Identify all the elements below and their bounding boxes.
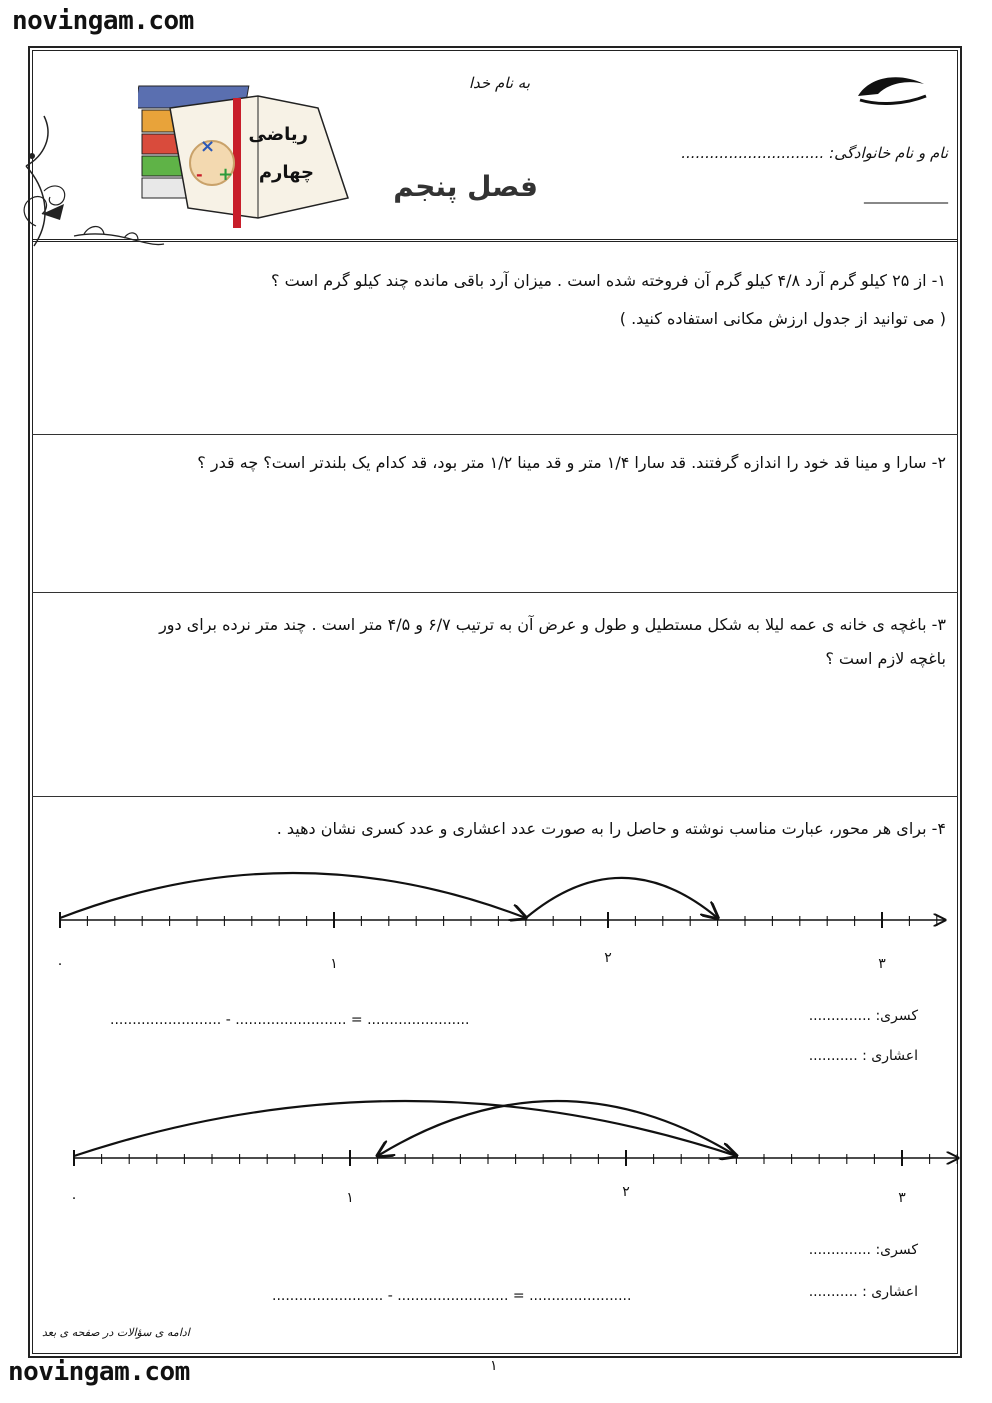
question-3 xyxy=(50,608,946,676)
question-4 xyxy=(50,812,946,846)
tick-label: ۰ xyxy=(70,1190,78,1206)
tick-label: ۲ xyxy=(622,1184,630,1200)
question-1-line-1: ۱- از ۲۵ کیلو گرم آرد ۴/۸ کیلو گرم آن فروخته شده است . میزان آرد باقی مانده چند کیلو گرم است ؟ xyxy=(271,271,946,290)
number-line-2-fraction-label: کسری: .............. xyxy=(808,1242,918,1258)
tick-label: ۳ xyxy=(898,1190,906,1206)
tick-label: ۰ xyxy=(56,956,64,972)
divider-1 xyxy=(32,434,958,435)
question-1 xyxy=(50,264,946,336)
question-2-line-1: ۲- سارا و مینا قد خود را اندازه گرفتند. قد سارا ۱/۴ متر و قد مینا ۱/۲ متر بود، قد کدام یک بلندتر است؟ چه قدر ؟ xyxy=(197,453,946,472)
question-1-line-2: ( می توانید از جدول ارزش مکانی استفاده کنید. ) xyxy=(619,309,946,328)
chapter-title: فصل پنجم xyxy=(393,170,538,203)
jump-arrow xyxy=(378,1101,737,1156)
svg-text:-: - xyxy=(196,165,203,184)
question-3-line-2: باغچه لازم است ؟ xyxy=(825,649,946,668)
question-4-line-1: ۴- برای هر محور، عبارت مناسب نوشته و حاصل را به صورت عدد اعشاری و عدد کسری نشان دهید . xyxy=(276,819,946,838)
divider-2 xyxy=(32,592,958,593)
tick-label: ۱ xyxy=(330,956,338,972)
jump-arrow xyxy=(526,878,718,918)
math-book-illustration-icon xyxy=(138,68,358,228)
divider-3 xyxy=(32,796,958,797)
watermark-top: novingam.com xyxy=(12,6,194,36)
book-title-line1: ریاضی xyxy=(248,124,308,145)
number-line-1-fraction-label: کسری: .............. xyxy=(808,1008,918,1024)
svg-text:×: × xyxy=(200,136,216,157)
question-2 xyxy=(50,446,946,480)
name-field-line: ____________ xyxy=(864,188,948,204)
tick-label: ۱ xyxy=(346,1190,354,1206)
tick-label: ۳ xyxy=(878,956,886,972)
number-line-2-decimal-label: اعشاری : ........... xyxy=(808,1284,918,1300)
number-line-2-expression: ......................... - ......................... = ....................... xyxy=(272,1288,632,1304)
jump-arrow xyxy=(60,873,526,918)
watermark-bottom: novingam.com xyxy=(8,1357,190,1387)
jump-arrow xyxy=(74,1101,736,1156)
book-title-line2: چهارم xyxy=(258,162,314,183)
tick-label: ۲ xyxy=(604,950,612,966)
question-3-line-1: ۳- باغچه ی خانه ی عمه لیلا به شکل مستطیل و طول و عرض آن به ترتیب ۶/۷ و ۴/۵ متر است . چند متر نرده برای دور xyxy=(159,615,946,634)
number-line-1-expression: ......................... - ......................... = ....................... xyxy=(110,1012,470,1028)
svg-text:+: + xyxy=(218,164,234,185)
name-field-label: نام و نام خانوادگی: .............................. xyxy=(681,144,948,162)
page-number: ۱ xyxy=(490,1358,498,1374)
school-logo xyxy=(850,66,930,114)
bismillah: به نام خدا xyxy=(468,74,530,92)
continued-note: ادامه ی سؤالات در صفحه ی بعد xyxy=(42,1326,190,1339)
number-line-2 xyxy=(40,1088,970,1218)
number-line-1 xyxy=(40,860,960,980)
number-line-1-decimal-label: اعشاری : ........... xyxy=(808,1048,918,1064)
